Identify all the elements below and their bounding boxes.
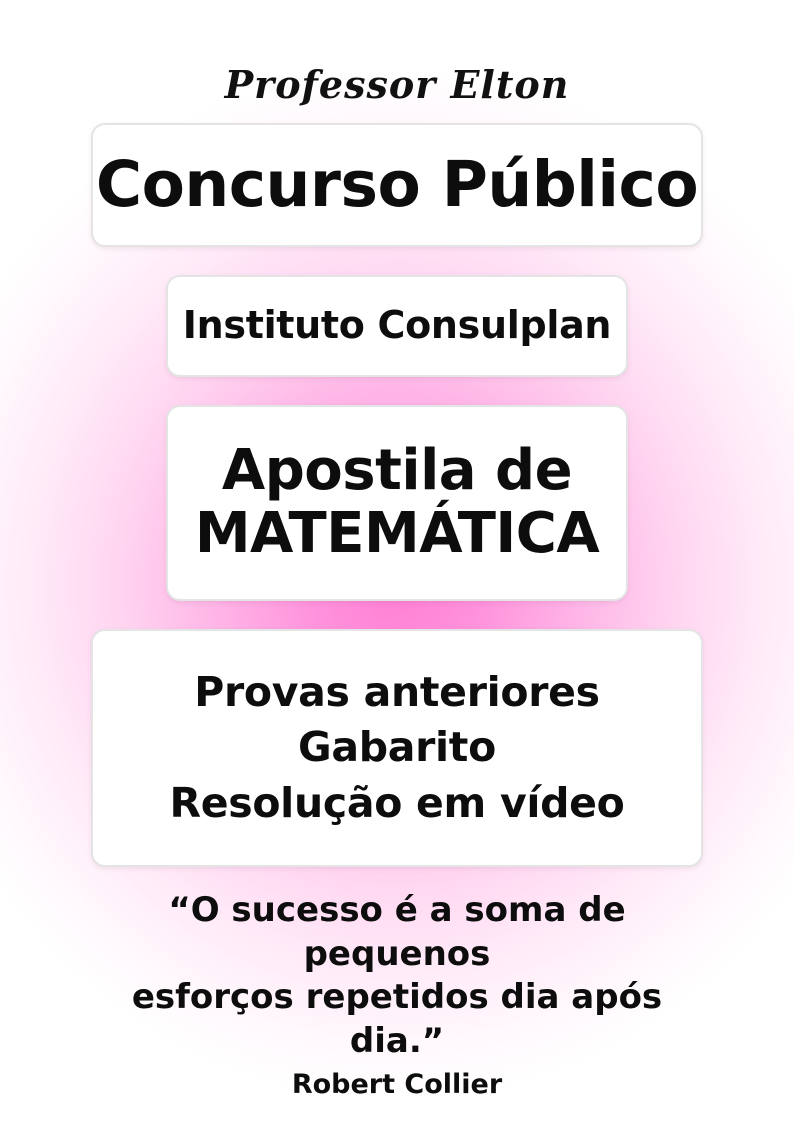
quote-author: Robert Collier <box>291 1069 503 1101</box>
title-card <box>91 123 703 247</box>
quote-line-1: “O sucesso é a soma de pequenos <box>168 890 626 974</box>
organization-line: Instituto Consulplan <box>182 303 612 348</box>
subject-line-1: Apostila de <box>221 438 573 504</box>
feature-line-2: Gabarito <box>298 723 496 772</box>
feature-line-3: Resolução em vídeo <box>169 778 625 827</box>
quote-line-2: esforços repetidos dia após dia.” <box>131 977 663 1061</box>
subject-line-2: MATEMÁTICA <box>194 501 600 566</box>
author-name: Professor Elton <box>224 62 570 107</box>
organization-card <box>166 275 628 377</box>
subject-card <box>166 405 628 601</box>
feature-line-1: Provas anteriores <box>194 667 600 716</box>
quote-block <box>87 889 707 1063</box>
features-card <box>91 629 703 867</box>
title-line: Concurso Público <box>95 147 699 221</box>
